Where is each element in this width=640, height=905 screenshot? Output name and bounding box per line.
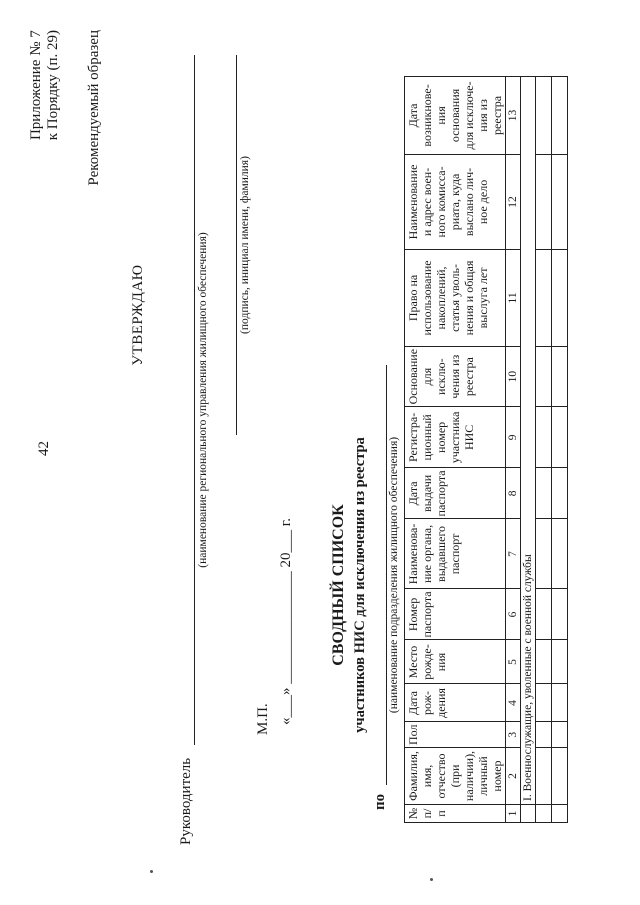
column-number: 8 xyxy=(506,468,521,519)
org-line xyxy=(194,55,195,745)
header-cell: Наименова- ние органа, выдавшего паспорт xyxy=(405,519,506,589)
head-label: Руководитель xyxy=(178,757,194,845)
header-cell: № п/п xyxy=(405,805,506,823)
rotated-form xyxy=(20,10,620,895)
table-row xyxy=(536,76,552,822)
appendix-line-1: Приложение № 7 xyxy=(28,30,44,141)
column-number: 12 xyxy=(506,154,521,249)
date-line: «___» _______________ 20___ г. xyxy=(278,518,294,725)
po-label: по xyxy=(372,793,388,810)
section-title: I. Военнослужащие, уволенные с военной службы xyxy=(521,76,536,804)
column-number-row xyxy=(506,76,521,822)
participants-table xyxy=(404,76,568,823)
header-cell: Дата рож- дения xyxy=(405,684,506,722)
header-cell: Основание для исклю- чения из реестра xyxy=(405,346,506,406)
division-line xyxy=(386,365,387,785)
header-cell: Дата возникнове- ния основания для исключе- ния из реестра xyxy=(405,76,506,154)
column-number: 4 xyxy=(506,684,521,722)
header-cell: Дата выдачи паспорта xyxy=(405,468,506,519)
sample-label: Рекомендуемый образец xyxy=(86,30,102,186)
signature-caption: (подпись, инициал имени, фамилия) xyxy=(239,156,251,334)
column-number: 5 xyxy=(506,640,521,684)
stamp-label: М.П. xyxy=(255,703,271,735)
table-row xyxy=(552,76,568,822)
column-number: 3 xyxy=(506,722,521,748)
header-cell: Регистра- ционный номер участника НИС xyxy=(405,407,506,468)
division-caption: (наименование подразделения жилищного обеспечения) xyxy=(388,436,400,714)
appendix-line-2: к Порядку (п. 29) xyxy=(45,30,61,141)
header-cell: Пол xyxy=(405,722,506,748)
column-number: 6 xyxy=(506,589,521,640)
header-row xyxy=(405,76,506,822)
header-cell: Место рожде- ния xyxy=(405,640,506,684)
column-number: 1 xyxy=(506,805,521,823)
column-number: 9 xyxy=(506,407,521,468)
column-number: 10 xyxy=(506,346,521,406)
header-cell: Право на использование накоплений, статья уволь- нения и общая выслуга лет xyxy=(405,249,506,346)
doc-title: СВОДНЫЙ СПИСОК xyxy=(330,504,347,666)
page-number: 42 xyxy=(36,441,52,456)
header-cell: Номер паспорта xyxy=(405,589,506,640)
approve-label: УТВЕРЖДАЮ xyxy=(130,264,146,366)
doc-subtitle: участников НИС для исключения из реестра xyxy=(352,437,368,733)
header-cell: Наименование и адрес воен- ного комисса- риата, куда выслано лич- ное дело xyxy=(405,154,506,249)
section-row xyxy=(521,76,536,822)
appendix-block xyxy=(28,30,62,140)
signature-line xyxy=(236,55,237,435)
column-number: 2 xyxy=(506,748,521,805)
org-caption: (наименование регионального управления жилищного обеспечения) xyxy=(197,232,209,568)
column-number: 7 xyxy=(506,519,521,589)
header-cell: Фамилия, имя, отчество (при наличии), личный номер xyxy=(405,748,506,805)
section-spacer xyxy=(521,805,536,823)
column-number: 11 xyxy=(506,249,521,346)
column-number: 13 xyxy=(506,76,521,154)
